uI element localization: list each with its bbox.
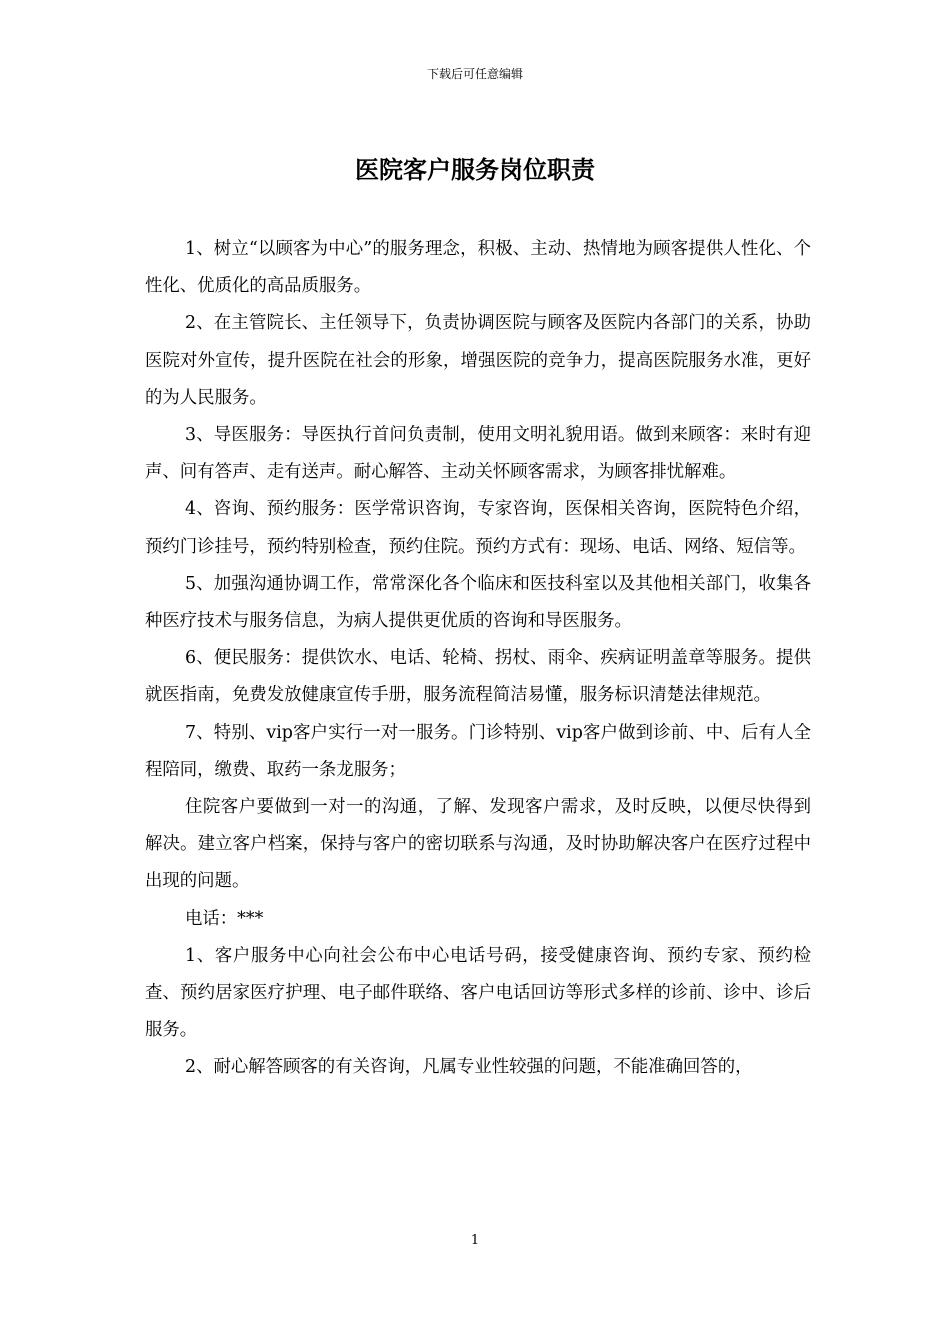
page-title: 医院客户服务岗位职责 [355, 155, 595, 184]
paragraph-6: 6、便民服务：提供饮水、电话、轮椅、拐杖、雨伞、疾病证明盖章等服务。提供就医指南，免费发放健康宣传手册，服务流程简洁易懂，服务标识清楚法律规范。 [145, 648, 811, 706]
paragraph-3: 3、导医服务：导医执行首问负责制，使用文明礼貌用语。做到来顾客：来时有迎声、问有答声、走有送声。耐心解答、主动关怀顾客需求，为顾客排忧解难。 [145, 425, 811, 483]
paragraph-1: 1、树立“以顾客为中心”的服务理念，积极、主动、热情地为顾客提供人性化、个性化、优质化的高品质服务。 [145, 239, 811, 297]
page-number: 1 [470, 1233, 480, 1248]
phone-paragraph-2: 2、耐心解答顾客的有关咨询，凡属专业性较强的问题，不能准确回答的， [185, 1057, 753, 1078]
paragraph-7: 7、特别、vip客户实行一对一服务。门诊特别、vip客户做到诊前、中、后有人全程陪同，缴费、取药一条龙服务； [145, 722, 811, 780]
paragraph-inpatient: 住院客户要做到一对一的沟通，了解、发现客户需求，及时反映，以便尽快得到解决。建立客户档案，保持与客户的密切联系与沟通，及时协助解决客户在医疗过程中出现的问题。 [145, 797, 811, 892]
paragraph-4: 4、咨询、预约服务：医学常识咨询，专家咨询，医保相关咨询，医院特色介绍，预约门诊挂号，预约特别检查，预约住院。预约方式有：现场、电话、网络、短信等。 [145, 499, 811, 557]
paragraph-5: 5、加强沟通协调工作，常常深化各个临床和医技科室以及其他相关部门，收集各种医疗技术与服务信息，为病人提供更优质的咨询和导医服务。 [145, 573, 811, 632]
phone-paragraph-1: 1、客户服务中心向社会公布中心电话号码，接受健康咨询、预约专家、预约检查、预约居家医疗护理、电子邮件联络、客户电话回访等形式多样的诊前、诊中、诊后服务。 [145, 945, 811, 1041]
paragraph-2: 2、在主管院长、主任领导下，负责协调医院与顾客及医院内各部门的关系，协助医院对外宣传，提升医院在社会的形象，增强医院的竞争力，提高医院服务水准，更好的为人民服务。 [145, 313, 811, 408]
header-note: 下载后可任意编辑 [426, 67, 523, 81]
document-body [145, 231, 811, 1087]
phone-line: 电话：*** [185, 908, 264, 929]
